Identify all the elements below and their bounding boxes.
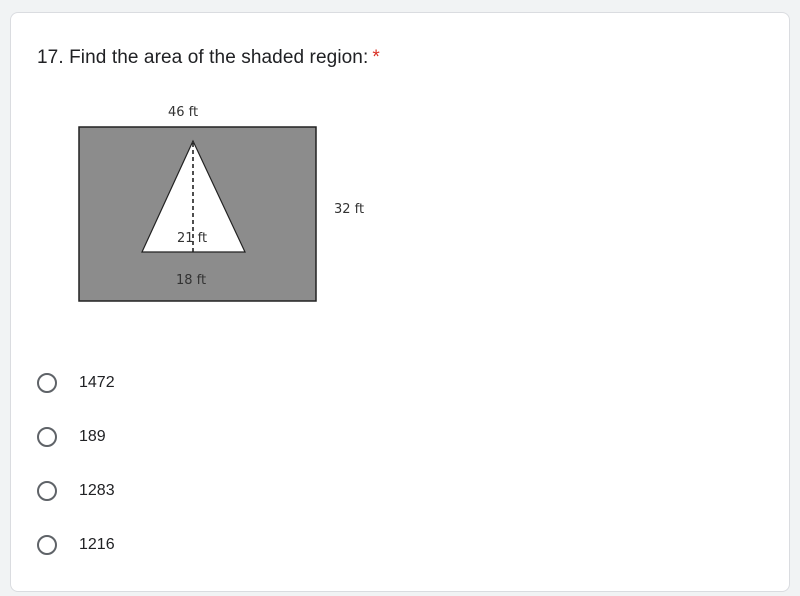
radio-button[interactable]	[37, 427, 57, 447]
base-dimension-label: 18 ft	[175, 273, 207, 288]
radio-button[interactable]	[37, 535, 57, 555]
option-label: 189	[79, 428, 106, 445]
radio-button[interactable]	[37, 373, 57, 393]
answer-options	[35, 356, 335, 572]
option-1472[interactable]	[35, 356, 335, 410]
radio-button[interactable]	[37, 481, 57, 501]
right-dimension-label: 32 ft	[333, 202, 365, 217]
option-label: 1216	[79, 536, 115, 553]
question-card	[10, 12, 790, 592]
question-text: 17. Find the area of the shaded region:	[37, 47, 369, 68]
option-label: 1283	[79, 482, 115, 499]
option-1283[interactable]	[35, 464, 335, 518]
height-dimension-label: 21 ft	[176, 231, 208, 246]
option-1216[interactable]	[35, 518, 335, 572]
shaded-region-figure	[11, 13, 791, 333]
required-star: *	[372, 47, 380, 68]
option-label: 1472	[79, 374, 115, 391]
option-189[interactable]	[35, 410, 335, 464]
top-dimension-label: 46 ft	[167, 105, 199, 120]
